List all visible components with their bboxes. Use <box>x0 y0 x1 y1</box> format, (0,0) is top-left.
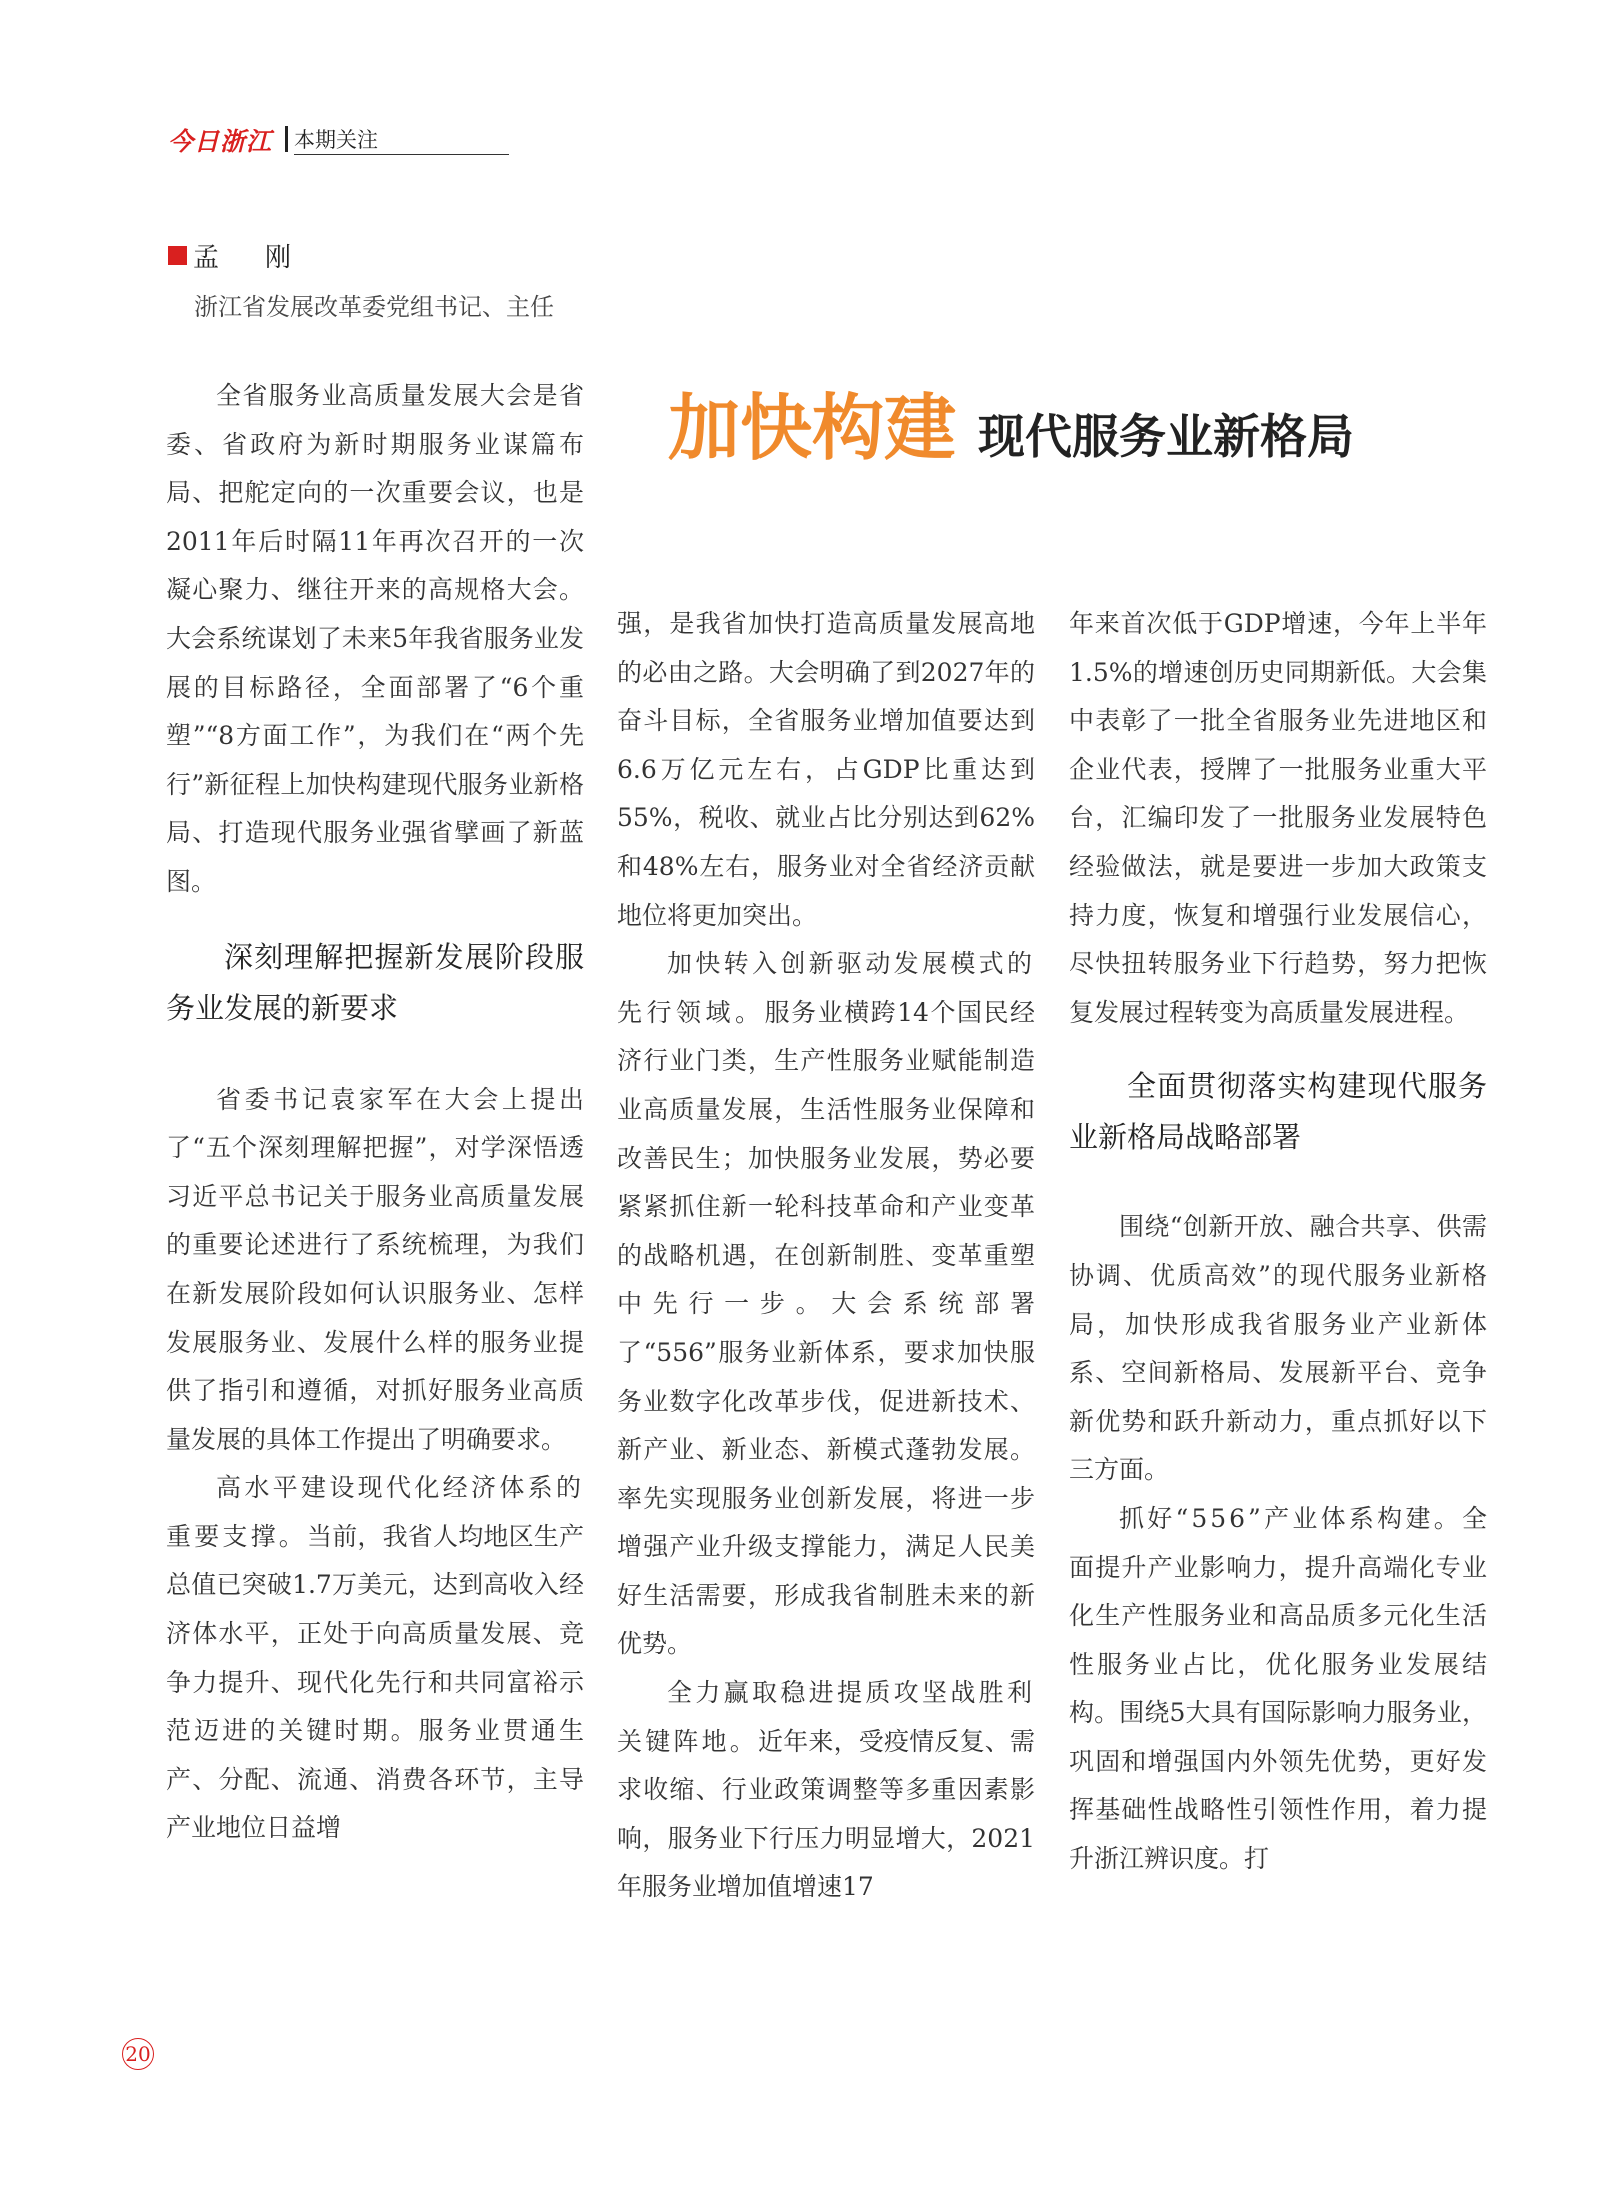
column-2 <box>617 600 1035 1912</box>
article-title <box>668 370 1354 474</box>
paragraph: 全省服务业高质量发展大会是省委、省政府为新时期服务业谋篇布局、把舵定向的一次重要会议，也是2011年后时隔11年再次召开的一次凝心聚力、继往开来的高规格大会。大会系统谋划了未来5年我省服务业发展的目标路径，全面部署了“6个重塑”“8方面工作”，为我们在“两个先行”新征程上加快构建现代服务业新格局、打造现代服务业强省擘画了新蓝图。 <box>166 381 584 896</box>
paragraph-body: 服务业横跨14个国民经济行业门类，生产性服务业赋能制造业高质量发展，生活性服务业保障和改善民生；加快服务业发展，势必要紧紧抓住新一轮科技革命和产业变革的战略机遇，在创新制胜、变革重塑中先行一步。大会系统部署了“556”服务业新体系，要求加快服务业数字化改革步伐，促进新技术、新产业、新业态、新模式蓬勃发展。率先实现服务业创新发展，将进一步增强产业升级支撑能力，满足人民美好生活需要，形成我省制胜未来的新优势。 <box>617 997 1035 1659</box>
paragraph-lead: 加快转入创新驱动发展模式的先行领域。 <box>617 949 1035 1027</box>
author-title: 浙江省发展改革委党组书记、主任 <box>194 293 554 321</box>
paragraph-body: 当前，我省人均地区生产总值已突破1.7万美元，达到高收入经济体水平，正处于向高质量发展、竞争力提升、现代化先行和共同富裕示范迈进的关键时期。服务业贯通生产、分配、流通、消费各环节，主导产业地位日益增 <box>166 1521 584 1843</box>
author-marker-icon <box>168 246 187 265</box>
paragraph-lead: 抓好“556”产业体系构建。 <box>1119 1503 1462 1533</box>
page-header <box>168 122 510 156</box>
article-title-sub: 现代服务业新格局 <box>978 410 1355 465</box>
paragraph-lead: 全力赢取稳进提质攻坚战胜利关键阵地。 <box>617 1678 1035 1756</box>
paragraph: 围绕“创新开放、融合共享、供需协调、优质高效”的现代服务业新格局，加快形成我省服务业产业新体系、空间新格局、发展新平台、竞争新优势和跃升新动力，重点抓好以下三方面。 <box>1069 1212 1487 1485</box>
column-3 <box>1069 600 1487 1884</box>
header-divider <box>285 126 288 152</box>
paragraph: 强，是我省加快打造高质量发展高地的必由之路。大会明确了到2027年的奋斗目标，全省服务业增加值要达到6.6万亿元左右，占GDP比重达到55%，税收、就业占比分别达到62%和48%左右，服务业对全省经济贡献地位将更加突出。 <box>617 609 1035 930</box>
magazine-logo: 今日浙江 <box>168 127 273 156</box>
page-number: 20 <box>122 2038 154 2070</box>
paragraph-lead: 高水平建设现代化经济体系的重要支撑。 <box>166 1473 584 1551</box>
paragraph: 省委书记袁家军在大会上提出了“五个深刻理解把握”，对学深悟透习近平总书记关于服务业高质量发展的重要论述进行了系统梳理，为我们在新发展阶段如何认识服务业、怎样发展服务业、发展什么样的服务业提供了指引和遵循，对抓好服务业高质量发展的具体工作提出了明确要求。 <box>166 1084 584 1454</box>
byline <box>168 237 301 274</box>
paragraph: 年来首次低于GDP增速，今年上半年1.5%的增速创历史同期新低。大会集中表彰了一批全省服务业先进地区和企业代表，授牌了一批服务业重大平台，汇编印发了一批服务业发展特色经验做法，就是要进一步加大政策支持力度，恢复和增强行业发展信心，尽快扭转服务业下行趋势，努力把恢复发展过程转变为高质量发展进程。 <box>1069 609 1487 1027</box>
paragraph <box>617 1669 1035 1912</box>
paragraph-body: 近年来，受疫情反复、需求收缩、行业政策调整等多重因素影响，服务业下行压力明显增大，2021年服务业增加值增速17 <box>617 1726 1035 1902</box>
paragraph <box>1069 1495 1487 1884</box>
section-name: 本期关注 <box>294 128 378 152</box>
paragraph-body: 全面提升产业影响力，提升高端化专业化生产性服务业和高品质多元化生活性服务业占比，优化服务业发展结构。围绕5大具有国际影响力服务业，巩固和增强国内外领先优势，更好发挥基础性战略性引领性作用，着力提升浙江辨识度。打 <box>1069 1503 1487 1874</box>
paragraph <box>617 940 1035 1669</box>
section-heading: 深刻理解把握新发展阶段服务业发展的新要求 <box>166 939 584 1025</box>
article-title-main: 加快构建 <box>668 386 957 470</box>
author-name: 孟 刚 <box>193 243 302 273</box>
paragraph <box>166 1464 584 1853</box>
section-heading: 全面贯彻落实构建现代服务业新格局战略部署 <box>1069 1069 1487 1155</box>
column-1 <box>166 372 584 1853</box>
header-rule <box>294 154 509 155</box>
